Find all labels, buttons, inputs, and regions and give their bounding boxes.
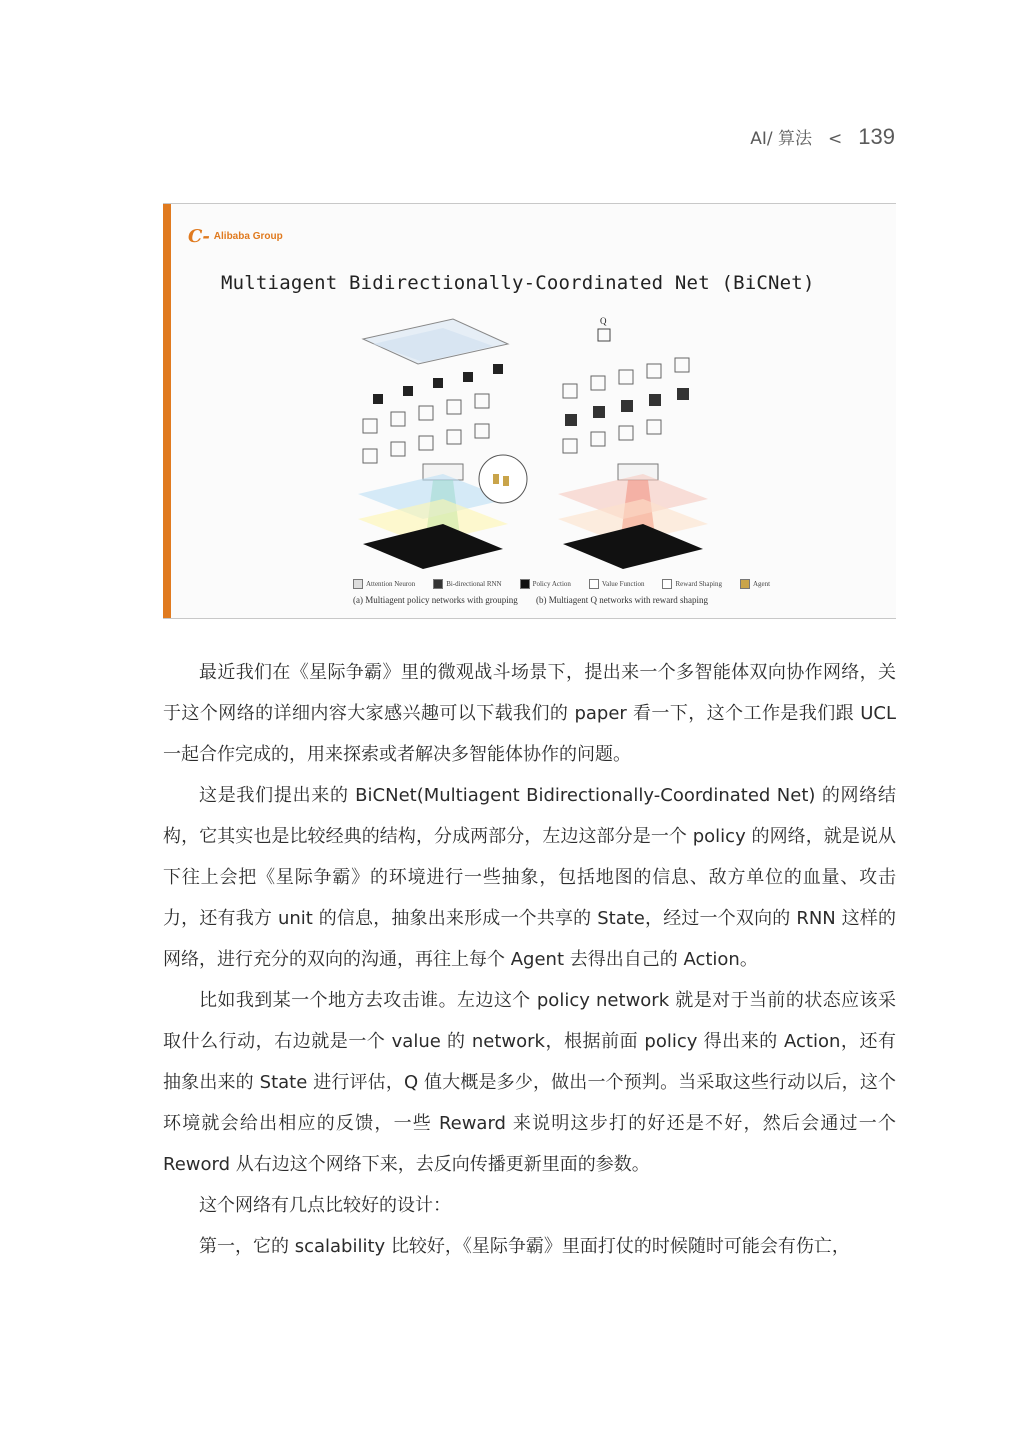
caption-q-network: (b) Multiagent Q networks with reward shaping	[536, 595, 708, 605]
alibaba-logo	[188, 226, 283, 247]
legend-swatch-icon	[589, 579, 599, 589]
legend-item: Agent	[740, 579, 770, 589]
legend-swatch-icon	[520, 579, 530, 589]
q-network-diagram	[558, 316, 708, 569]
legend-item: Reward Shaping	[662, 579, 721, 589]
slide-figure	[163, 203, 896, 619]
slide-accent-bar	[163, 204, 171, 618]
header-separator: <	[828, 129, 843, 149]
slide-title: Multiagent Bidirectionally-Coordinated Net (BiCNet)	[221, 272, 815, 294]
bicnet-diagram	[343, 314, 723, 579]
body-text	[163, 652, 896, 1267]
legend-item: Value Function	[589, 579, 645, 589]
running-header	[750, 124, 895, 150]
alibaba-logo-icon: C-	[188, 226, 210, 247]
paragraph: 这个网络有几点比较好的设计：	[199, 1195, 451, 1216]
paragraph: 比如我到某一个地方去攻击谁。左边这个 policy network 就是对于当前的状态应该采取什么行动，右边就是一个 value 的 network，根据前面 policy 得出来的 Action，还有抽象出来的 State 进行评估，Q 值大概是多少，做出一个预判。当采取这些行动以后，这个环境就会给出相应的反馈，一些 Reward 来说明这步打的好还是不好，然后会通过一个 Reword 从右边这个网络下来，去反向传播更新里面的参数。	[163, 990, 896, 1175]
legend-swatch-icon	[433, 579, 443, 589]
diagram-legend	[353, 579, 770, 589]
legend-swatch-icon	[740, 579, 750, 589]
page-number: 139	[858, 124, 895, 149]
header-section: AI/ 算法	[750, 129, 813, 149]
svg-text:Q: Q	[600, 316, 607, 326]
logo-text: Alibaba Group	[213, 231, 283, 242]
paragraph: 第一，它的 scalability 比较好，《星际争霸》里面打仗的时候随时可能会有伤亡，	[199, 1236, 850, 1257]
legend-item: Policy Action	[520, 579, 571, 589]
paragraph: 这是我们提出来的 BiCNet(Multiagent Bidirectionally-Coordinated Net) 的网络结构，它其实也是比较经典的结构，分成两部分，左边这部分是一个 policy 的网络，就是说从下往上会把《星际争霸》的环境进行一些抽象，包括地图的信息、敌方单位的血量、攻击力，还有我方 unit 的信息，抽象出来形成一个共享的 State，经过一个双向的 RNN 这样的网络，进行充分的双向的沟通，再往上每个 Agent 去得出自己的 Action。	[163, 785, 896, 970]
policy-network-diagram	[358, 319, 527, 569]
legend-item: Attention Neuron	[353, 579, 415, 589]
paragraph: 最近我们在《星际争霸》里的微观战斗场景下，提出来一个多智能体双向协作网络，关于这个网络的详细内容大家感兴趣可以下载我们的 paper 看一下，这个工作是我们跟 UCL 一起合作完成的，用来探索或者解决多智能体协作的问题。	[163, 662, 896, 765]
legend-swatch-icon	[353, 579, 363, 589]
legend-swatch-icon	[662, 579, 672, 589]
legend-item: Bi-directional RNN	[433, 579, 501, 589]
caption-policy-network: (a) Multiagent policy networks with grouping	[353, 595, 518, 605]
